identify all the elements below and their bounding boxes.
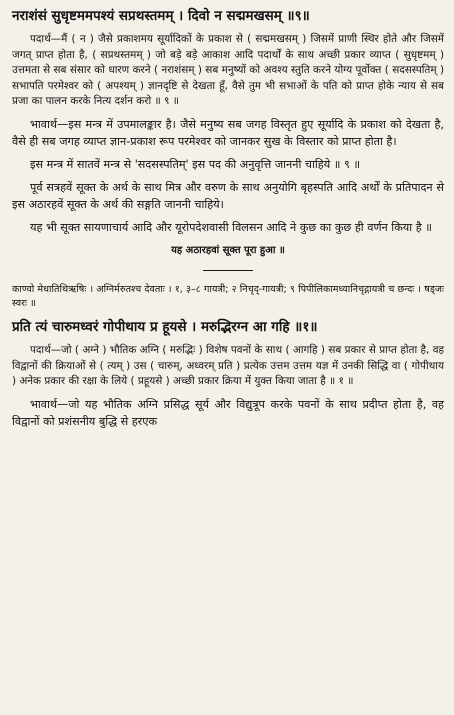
bhavarth-paragraph-2: भावार्थ—जो यह भौतिक अग्नि प्रसिद्ध सूर्य और विद्युत्रूप करके पवनों के साथ प्रदीप्त होता है, वह विद्वानों को प्रशंसनीय बुद्धि से हरएक	[12, 397, 444, 428]
section-divider	[203, 270, 253, 271]
bhavarth-paragraph-1: भावार्थ—इस मन्त्र में उपमालङ्कार है। जैसे मनुष्य सब जगह विस्तृत हुए सूर्यादि के प्रकाश को देखता है, वैसे ही सब जगह व्याप्त ज्ञान-प्रकाश रूप परमेश्वर को जानकर सुख के विस्तार को प्राप्त होता है।	[12, 117, 444, 148]
sangati-note: पूर्व सत्रहवें सूक्त के अर्थ के साथ मित्र और वरुण के साथ अनुयोगि बृहस्पति आदि अर्थों के प्रतिपादन से इस अठारहवें सूक्त के अर्थ की सङ्गति जाननी चाहिये।	[12, 180, 444, 211]
mantra-line-2: प्रति त्यं चारुमध्वरं गोपीथाय प्र हूयसे । मरुद्भिरग्न आ गहि ॥१॥	[12, 318, 318, 335]
mantra-line-1: नराशंसं सुधृष्टममपश्यं सप्रथस्तमम् । दिवो न सद्ममखसम् ॥९॥	[12, 8, 310, 24]
padarth-paragraph-2: पदार्थ—जो ( अग्ने ) भौतिक अग्नि ( मरुद्भिः ) विशेष पवनों के साथ ( आगहि ) सब प्रकार से प्राप्त होता है, वह विद्वानों की क्रियाओं से ( त्यम् ) उस ( चारुम्, अध्वरम् प्रति ) प्रत्येक उत्तम उत्तम यज्ञ में उनकी सिद्धि वा ( गोपीथाय ) अनेक प्रकार की रक्षा के लिये ( प्रहूयसे ) अच्छी प्रकार क्रिया में युक्त किया जाता है ॥ १ ॥	[12, 343, 444, 388]
anuvritti-note: इस मन्त्र में सातवें मन्त्र से 'सदसस्पतिम्' इस पद की अनुवृत्ति जाननी चाहिये ॥ ९ ॥	[30, 157, 361, 171]
sukta-end-line: यह अठारहवां सूक्त पूरा हुआ ॥	[171, 244, 285, 256]
sukta-header: काण्वो मेधातिथिऋषिः । अग्निर्मरुतश्च देवताः । १, ३–८ गायत्री; २ निचृद्-गायत्री; ९ पिपीलिकामध्यानिचृद्गायत्री च छन्दः । षड्जः स्वरः ॥	[12, 283, 444, 309]
commentary-note: यह भी सूक्त सायणाचार्य आदि और यूरोपदेशवासी विलसन आदि ने कुछ का कुछ ही वर्णन किया है ॥	[30, 220, 432, 234]
padarth-paragraph-1: पदार्थ—मैं ( न ) जैसे प्रकाशमय सूर्यादिकों के प्रकाश से ( सद्ममखसम् ) जिसमें प्राणी स्थिर होते और जिसमें जगत् प्राप्त होता है, ( सप्रथस्तमम् ) जो बड़े बड़े आकाश आदि पदार्थों के साथ अच्छी प्रकार व्याप्त ( सुधृष्टमम् ) उत्तमता से सब संसार को धारण करने ( नराशंसम् ) सब मनुष्यों को अवश्य स्तुति करने योग्य पूर्वोक्त ( सदसस्पतिम् ) सभापति परमेश्वर को ( अपश्यम् ) ज्ञानदृष्टि से देखता हूँ, वैसे तुम भी सभाओं के पति को प्राप्त होके न्याय से सब प्रजा का पालन करके नित्य दर्शन करो ॥ ९ ॥	[12, 33, 444, 108]
